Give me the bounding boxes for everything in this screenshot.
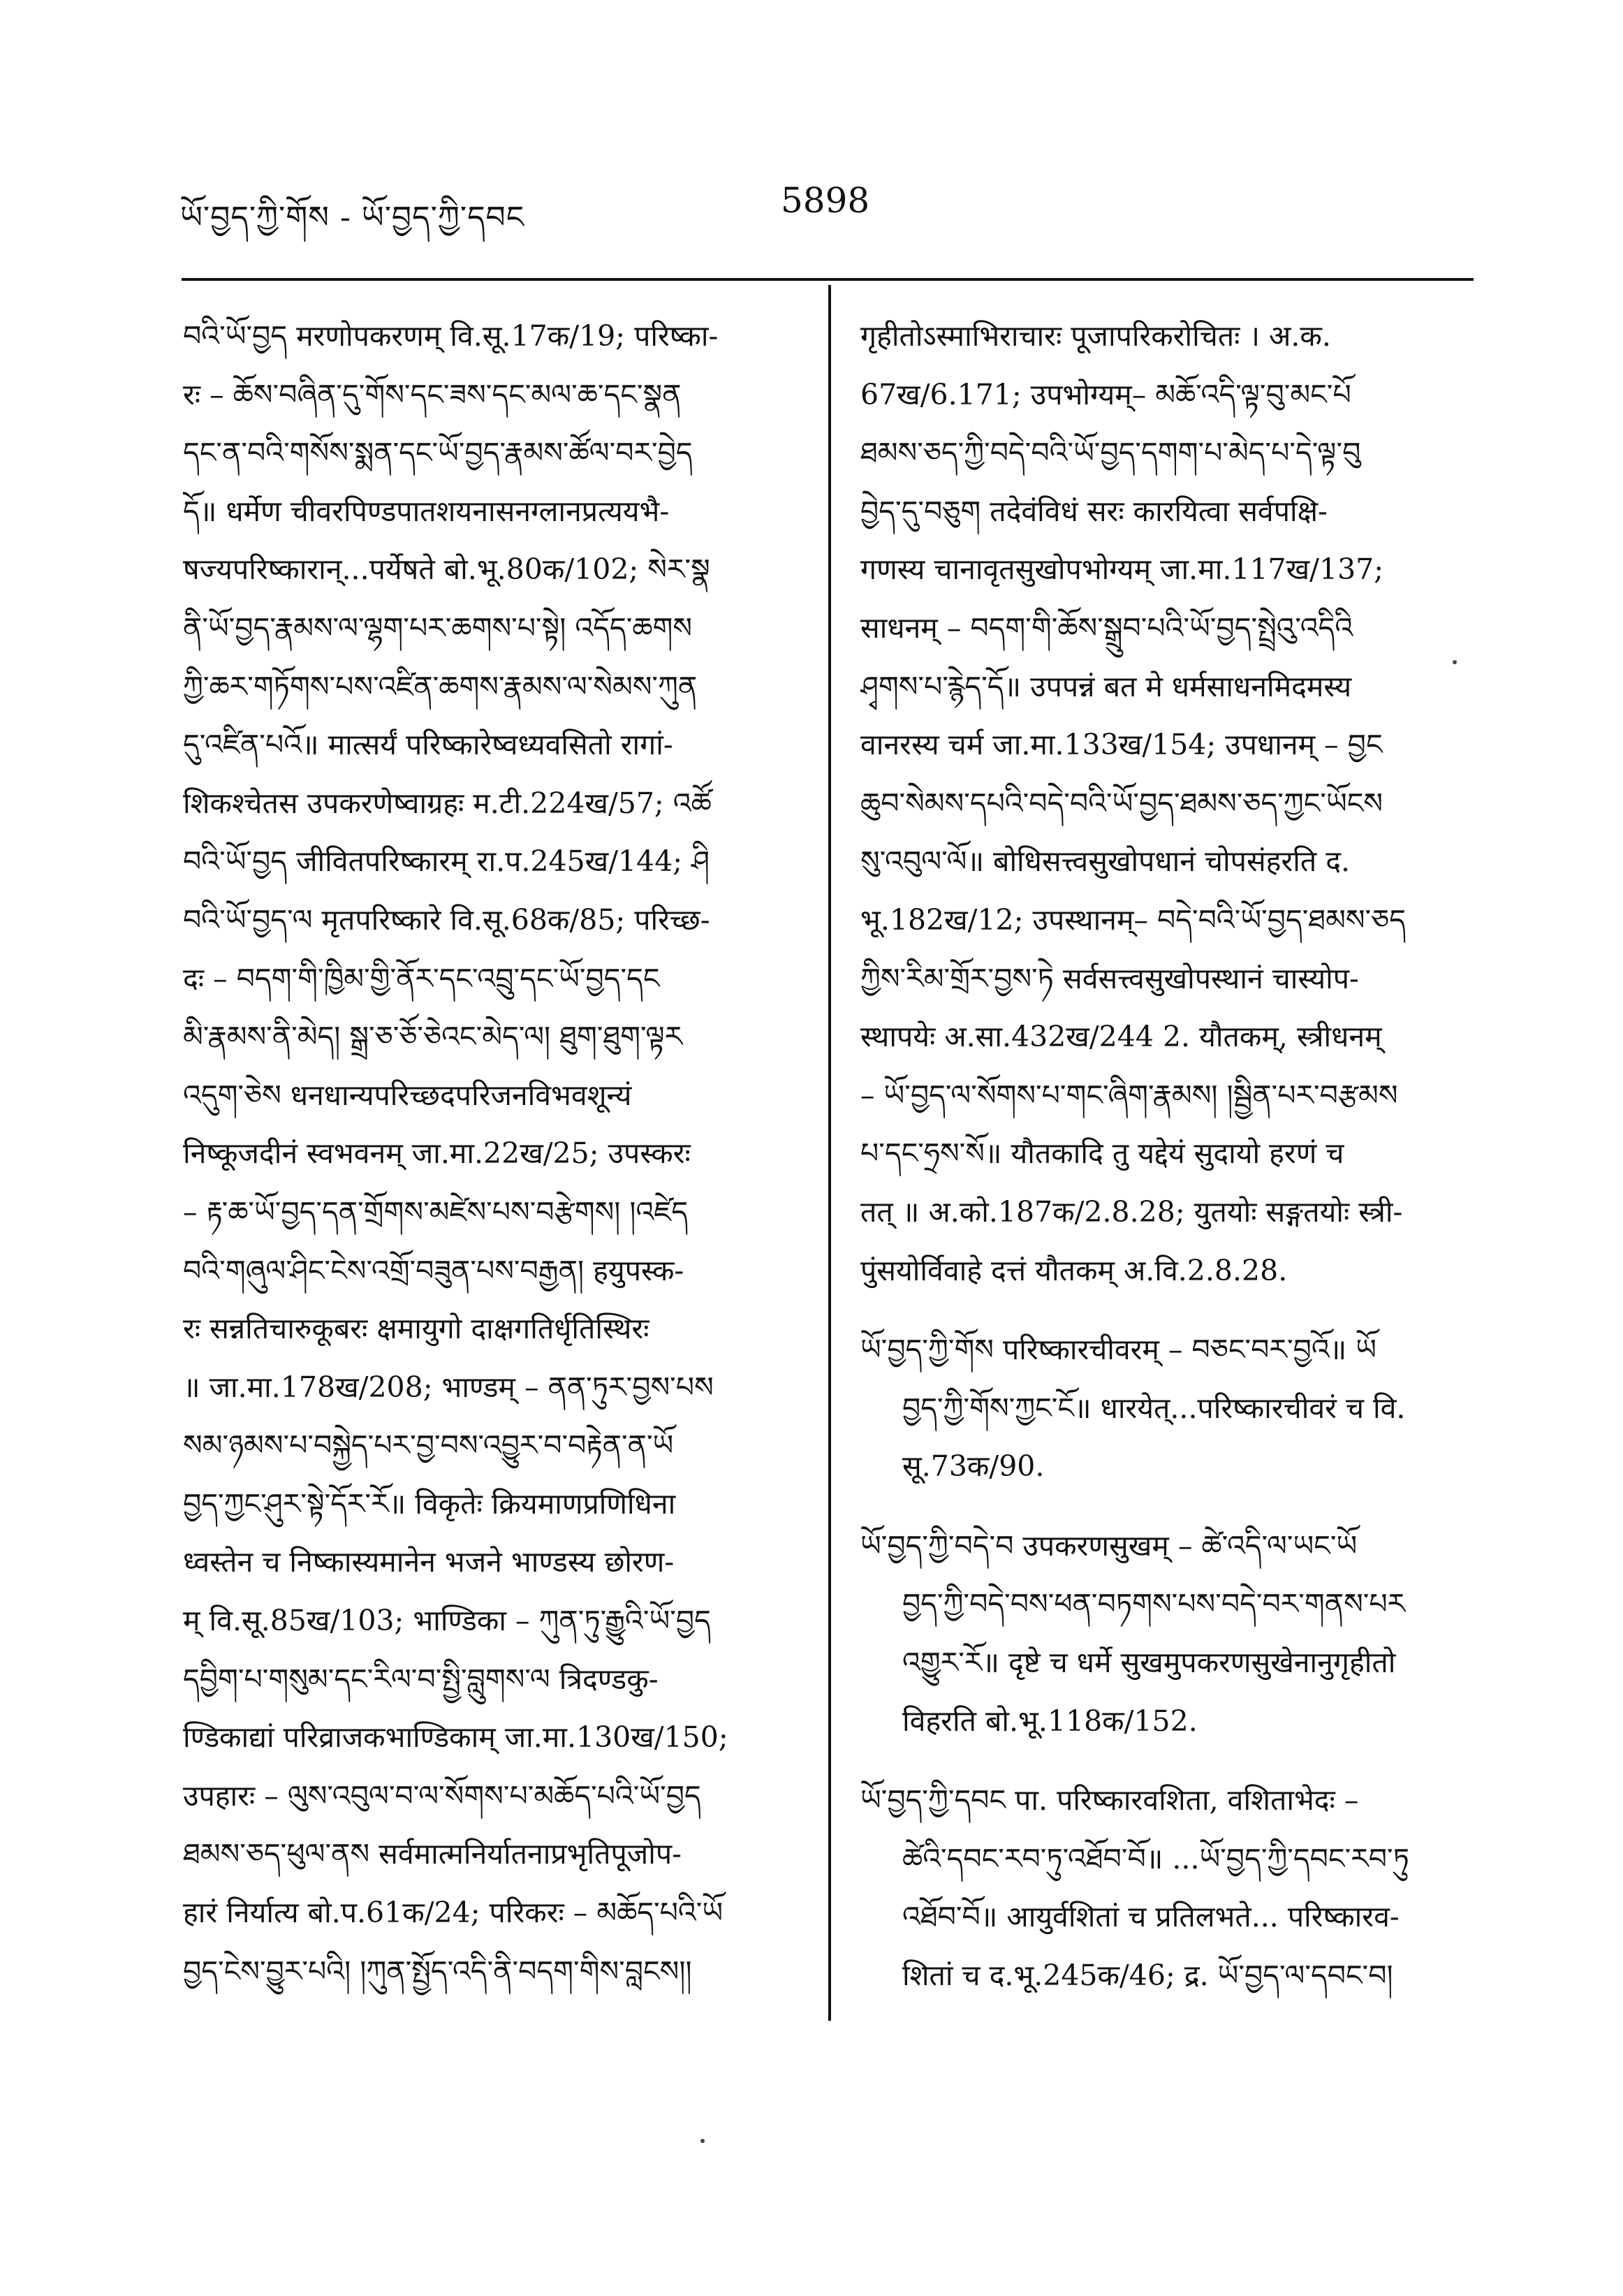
text-line: ཡོ་བྱད་ཀྱི་གོས परिष्कारचीवरम् – བཅང་བར་བྱའོ॥ ཡོ (860, 1333, 1377, 1367)
text-line: མི་རྣམས་ནི་མེད། སྒྲ་ཅ་ཅོ་ཅེའང་མེད་ལ། ཐུག་ཐུག་ལྟར (183, 1020, 683, 1054)
text-line: विहरति बो.भू.118क/152. (902, 1704, 1198, 1738)
text-line: गणस्य चानावृतसुखोपभोग्यम् जा.मा.117ख/137; (860, 553, 1384, 587)
text-line: स्थापयेः अ.सा.432ख/244 2. यौतकम्, स्त्रीधनम् (860, 1020, 1382, 1054)
text-line: शितां च द.भू.245क/46; द्र. ཡོ་བྱད་ལ་དབང་བ། (902, 1959, 1393, 1993)
text-line: तत् ॥ अ.को.187क/2.8.28; युतयोः सङ्गतयोः स्त्री- (860, 1194, 1403, 1229)
text-line: भू.182ख/12; उपस्थानम्– བདེ་བའི་ཡོ་བྱད་ཐམས་ཅད (860, 902, 1406, 937)
text-line: ॥ जा.मा.178ख/208; भाण्डम् – ནན་ཏུར་བྱས་པས (183, 1370, 714, 1404)
text-line: शिकश्चेतस उपकरणेष्वाग्रहः म.टी.224ख/57; འཚོ (183, 786, 712, 820)
text-line: ཆུབ་སེམས་དཔའི་བདེ་བའི་ཡོ་བྱད་ཐམས་ཅད་ཀྱང་ཡོངས (860, 786, 1383, 820)
text-line: निष्कूजदीनं स्वभवनम् जा.मा.22ख/25; उपस्करः (183, 1136, 691, 1171)
text-line: ནི་ཡོ་བྱད་རྣམས་ལ་ལྷག་པར་ཆགས་པ་སྟེ། འདོད་ཆགས (183, 610, 693, 645)
text-line: ཤྭགས་པ་རྙེད་དོ॥ उपपन्नं बत मे धर्मसाधनमिदमस्य (860, 669, 1352, 703)
text-line: དབྱིག་པ་གསུམ་དང་རིལ་བ་སྤྱི་བླུགས་ལ त्रिदण्डकु- (183, 1662, 659, 1696)
header-rule (182, 278, 1474, 281)
text-line: བྱད་ཀྱི་བདེ་བས་ཕན་བཏགས་པས་བདེ་བར་གནས་པར (902, 1587, 1406, 1621)
scan-speck (700, 2139, 705, 2143)
text-line: དང་ན་བའི་གསོས་སྨན་དང་ཡོ་བྱད་རྣམས་ཚོལ་བར་བྱེད (183, 436, 693, 470)
right-column (860, 307, 1475, 2005)
text-line: བྱད་ཀྱང་ཤུར་སྟེ་དོར་རོ॥ विकृतेः क्रियमाणप्रणिधिना (183, 1486, 676, 1521)
text-line: – རྟ་ཆ་ཡོ་བྱད་དན་གྲོགས་མཛེས་པས་བརྩེགས། །འཛེད (183, 1194, 689, 1229)
text-line: हारं निर्यात्य बो.प.61क/24; परिकरः – མཆོད་པའི་ཡོ (183, 1896, 724, 1930)
entry-gap (860, 1750, 1475, 1771)
text-line: ण्डिकाद्यां परिव्राजकभाण्डिकाम् जा.मा.130ख/150; (183, 1720, 728, 1755)
text-line: བའི་ཡོ་བྱད जीवितपरिष्कारम् रा.प.245ख/144; ཤི (183, 844, 710, 879)
text-line: བའི་གཞུལ་ཤིང་ངེས་འགྲོ་བཟུན་པས་བརྒྱན། हयुपस्क- (183, 1253, 684, 1287)
text-line: ཐམས་ཅད་ཕུལ་ནས सर्वमात्मनिर्यातनाप्रभृतिपूजोप- (183, 1837, 682, 1871)
text-line: དུ་འཛིན་པའོ॥ मात्सर्यं परिष्कारेष्वध्यवसितो रागां- (183, 728, 673, 762)
text-line: गृहीतोऽस्माभिराचारः पूजापरिकरोचितः । अ.क. (860, 319, 1331, 353)
text-line: उपहारः – ལུས་འབུལ་བ་ལ་སོགས་པ་མཆོད་པའི་ཡོ་བྱད (183, 1778, 701, 1813)
scan-speck (1453, 660, 1457, 664)
text-line: འདུག་ཅེས धनधान्यपरिच्छदपरिजनविभवशून्यं (183, 1078, 632, 1112)
text-line: བྱེད་དུ་བཅུག तदेवंविधं सरः कारयित्वा सर्वपक्षि- (860, 494, 1328, 528)
text-line: དོ॥ धर्मेण चीवरपिण्डपातशयनासनग्लानप्रत्ययभै- (183, 494, 670, 528)
text-line: रः सन्नतिचारुकूबरः क्षमायुगो दाक्षगतिर्धृतिस्थिरः (183, 1312, 649, 1346)
page-number: 5898 (781, 180, 870, 221)
text-line: ཐམས་ཅད་ཀྱི་བདེ་བའི་ཡོ་བྱད་དགག་པ་མེད་པ་དེ་ལྟ་བུ (860, 436, 1361, 470)
running-head: ཡོ་བྱད་ཀྱི་གོས - ཡོ་བྱད་ཀྱི་དབང (180, 200, 525, 235)
text-line: ཚེའི་དབང་རབ་ཏུ་འཐོབ་བོ॥ ...ཡོ་བྱད་ཀྱི་དབང་རབ་ཏུ (902, 1841, 1409, 1875)
text-line: रः – ཆོས་བཞིན་དུ་གོས་དང་ཟས་དང་མལ་ཆ་དང་སྣན (183, 377, 682, 411)
entry-gap (860, 1300, 1475, 1321)
text-line: བྱད་ངེས་བྱུར་པའི། །ཀུན་སྤྱོད་འདི་ནི་བདག་གིས་བླངས།། (183, 1954, 692, 1988)
text-line: བྱད་ཀྱི་གོས་ཀྱང་ངོ॥ धारयेत्...परिष्कारचीवरं च वि. (902, 1391, 1406, 1425)
text-line: म् वि.सू.85ख/103; भाण्डिका – ཀུན་ཏུ་རྒྱུའི་ཡོ་བྱད (183, 1604, 711, 1638)
text-line: འཐོབ་བོ॥ आयुर्वशितां च प्रतिलभते... परिष्कारव- (902, 1900, 1400, 1934)
text-line: सू.73क/90. (902, 1449, 1045, 1484)
text-line: ध्वस्तेन च निष्कास्यमानेन भजने भाण्डस्य छोरण- (183, 1545, 675, 1579)
text-line: བའི་ཡོ་བྱད་ལ मृतपरिष्कारे वि.सू.68क/85; परिच्छ- (183, 902, 710, 937)
text-line: ཀྱིས་རིམ་གྲོར་བྱས་ཏེ सर्वसत्त्वसुखोपस्थानं चास्योप- (860, 961, 1359, 995)
text-line: ཡོ་བྱད་ཀྱི་དབང पा. परिष्कारवशिता, वशिताभेदः – (860, 1783, 1359, 1818)
text-line: वानरस्य चर्म जा.मा.133ख/154; उपधानम् – བྱང (860, 728, 1383, 762)
text-line: ཀྱི་ཆར་གཏོགས་པས་འཛིན་ཆགས་རྣམས་ལ་སེམས་ཀུན (183, 669, 698, 703)
text-line: साधनम् – བདག་གི་ཆོས་སྒྲུབ་པའི་ཡོ་བྱད་སྤྲེའུ་འདིའི (860, 610, 1353, 645)
text-line: 67ख/6.171; उपभोग्यम्– མཆོ་འདི་ལྟ་བུ་མང་པོ (860, 377, 1351, 411)
entry-gap (860, 1496, 1475, 1517)
text-line: षज्यपरिष्कारान्...पर्येषते बो.भू.80क/102; སེར་སྣ (183, 553, 710, 587)
text-line: སུ་འབུལ་ལོ॥ बोधिसत्त्वसुखोपधानं चोपसंहरति द. (860, 844, 1351, 879)
text-line: ཡོ་བྱད་ཀྱི་བདེ་བ उपकरणसुखम् – ཚེ་འདི་ལ་ཡང་ཡོ (860, 1528, 1358, 1563)
text-line: འགྱུར་རོ॥ दृष्टे च धर्मे सुखमुपकरणसुखेनानुगृहीतो (902, 1646, 1396, 1680)
text-line: བའི་ཡོ་བྱད मरणोपकरणम् वि.सू.17क/19; परिष्का- (183, 319, 719, 353)
text-line: पुंसयोर्विवाहे दत्तं यौतकम् अ.वि.2.8.28. (860, 1253, 1288, 1287)
text-line: दः – བདག་གི་ཁྱིམ་གྱི་ནོར་དང་འབྲུ་དང་ཡོ་བྱད་དང (183, 961, 660, 995)
text-line: པ་དང་ཧྲས་སོ॥ यौतकादि तु यद्देयं सुदायो हरणं च (860, 1136, 1344, 1171)
text-line: སམ་ཉམས་པ་བསྐྱེད་པར་བྱ་བས་འབྱུར་བ་བརྟེན་ན་ཡོ (183, 1428, 674, 1463)
column-divider (828, 285, 831, 2021)
left-column (183, 307, 812, 2001)
text-line: – ཡོ་བྱད་ལ་སོགས་པ་གང་ཞིག་རྣམས། །སྦྱིན་པར་བརྩམས (860, 1078, 1398, 1112)
